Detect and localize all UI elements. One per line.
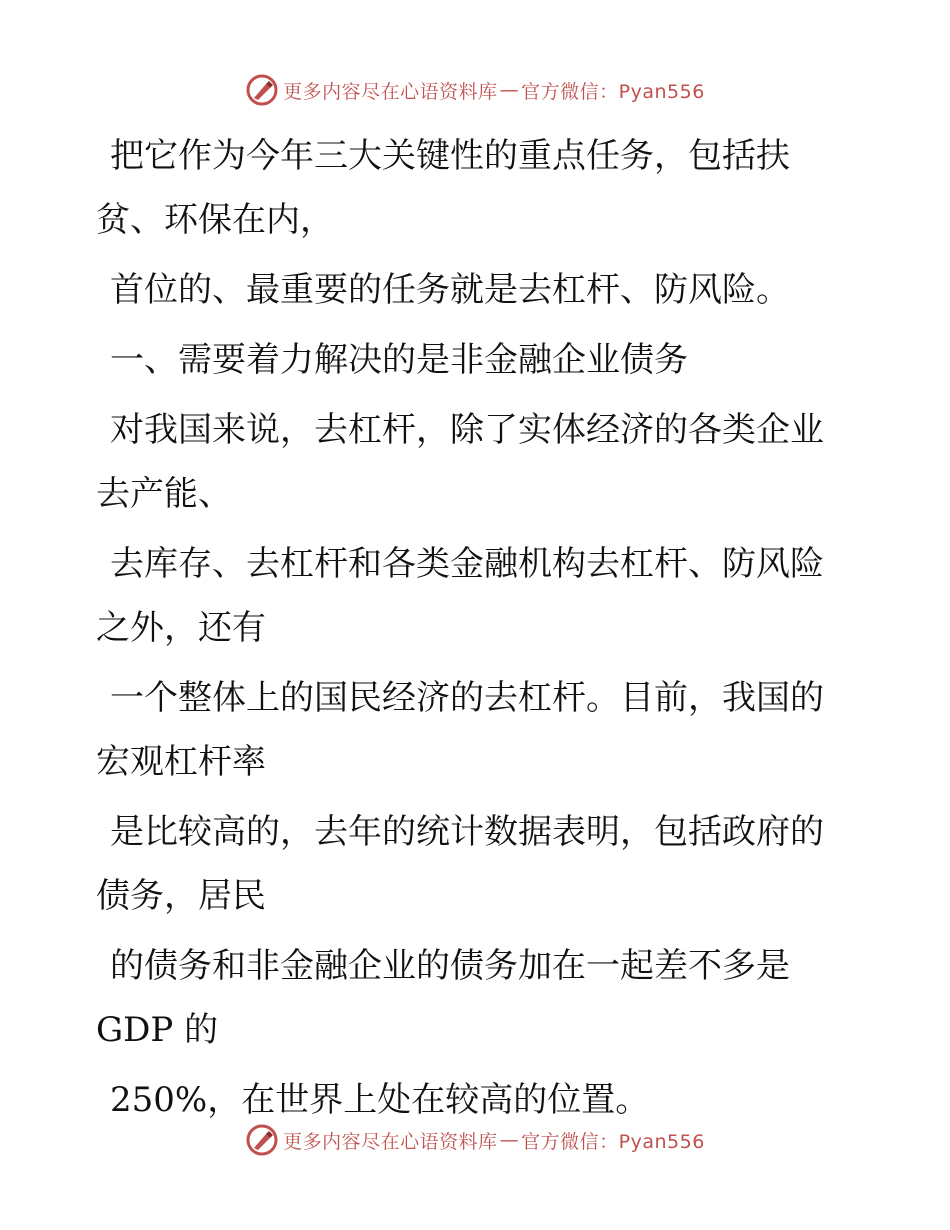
paragraph-line: 贫、环保在内，	[96, 200, 334, 240]
paragraph	[96, 934, 856, 1062]
paragraph-line: 去产能、	[96, 474, 232, 514]
watermark-text: 更多内容尽在心语资料库	[283, 1130, 498, 1153]
paragraph	[96, 666, 856, 794]
paragraph-line: 对我国来说，去杠杆，除了实体经济的各类企业	[110, 410, 824, 450]
paragraph	[96, 800, 856, 928]
section-heading: 一、需要着力解决的是非金融企业债务	[110, 340, 688, 380]
watermark-text: 更多内容尽在心语资料库	[283, 80, 498, 103]
paragraph	[96, 124, 856, 252]
paragraph-line: 把它作为今年三大关键性的重点任务，包括扶	[110, 136, 790, 176]
paragraph-line: 债务，居民	[96, 876, 266, 916]
watermark-header	[0, 72, 950, 108]
watermark-separator: —	[499, 1129, 520, 1151]
paragraph-line: 250%，在世界上处在较高的位置。	[110, 1080, 650, 1120]
watermark-contact: 官方微信：Pyan556	[521, 1130, 705, 1153]
paragraph-line: 首位的、最重要的任务就是去杠杆、防风险。	[110, 270, 790, 310]
pen-logo-icon	[245, 1123, 279, 1157]
document-body	[96, 124, 856, 1132]
paragraph	[96, 398, 856, 526]
paragraph-line: 宏观杠杆率	[96, 742, 266, 782]
paragraph-line: 去库存、去杠杆和各类金融机构去杠杆、防风险	[110, 544, 824, 584]
paragraph-line: GDP 的	[96, 1010, 219, 1050]
paragraph-line: 是比较高的，去年的统计数据表明，包括政府的	[110, 812, 824, 852]
paragraph	[96, 328, 856, 392]
paragraph	[96, 532, 856, 660]
paragraph-line: 之外，还有	[96, 608, 266, 648]
watermark-separator: —	[499, 79, 520, 101]
watermark-footer	[0, 1122, 950, 1158]
watermark-contact: 官方微信：Pyan556	[521, 80, 705, 103]
paragraph-line: 一个整体上的国民经济的去杠杆。目前，我国的	[110, 678, 824, 718]
paragraph	[96, 258, 856, 322]
paragraph-line: 的债务和非金融企业的债务加在一起差不多是	[110, 946, 790, 986]
pen-logo-icon	[245, 73, 279, 107]
